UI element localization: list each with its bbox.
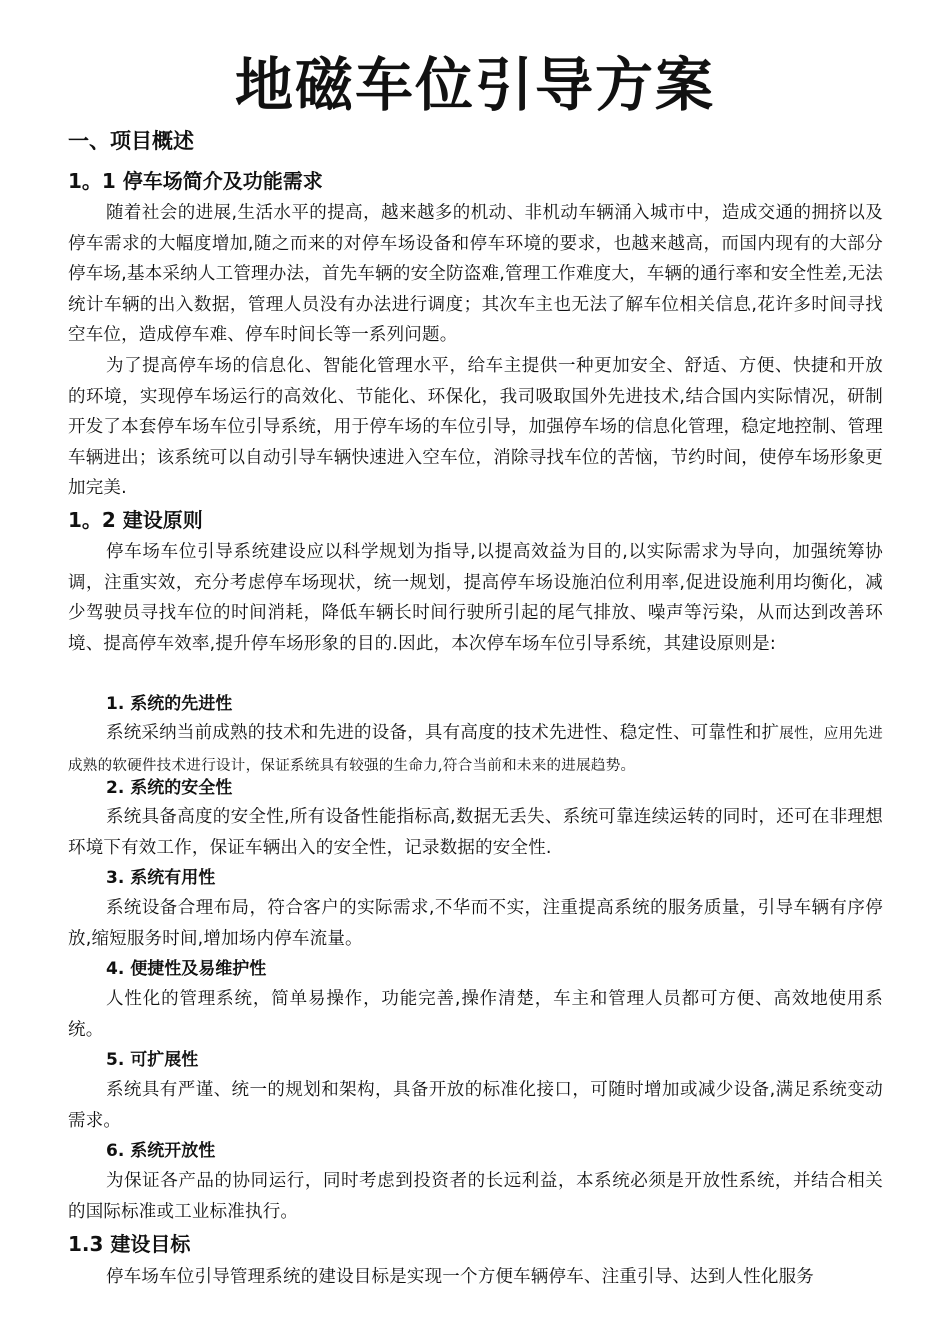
principle-heading-security: 2. 系统的安全性	[106, 778, 233, 798]
principle-text-advanced	[68, 718, 883, 781]
paragraph-goals: 停车场车位引导管理系统的建设目标是实现一个方便车辆停车、注重引导、达到人性化服务	[106, 1267, 814, 1287]
principle-text-openness: 为保证各产品的协同运行，同时考虑到投资者的长远利益，本系统必须是开放性系统，并结合相关的国际标准或工业标准执行。	[68, 1171, 883, 1222]
principle-heading-openness: 6. 系统开放性	[106, 1141, 216, 1161]
principle-heading-usefulness: 3. 系统有用性	[106, 868, 216, 888]
section-heading-overview: 一、项目概述	[68, 129, 194, 153]
principle-text-maintainability: 人性化的管理系统，简单易操作，功能完善,操作清楚，车主和管理人员都可方便、高效地使用系统。	[68, 989, 883, 1040]
subsection-heading-intro: 1。1 停车场简介及功能需求	[68, 169, 323, 193]
principle-text-usefulness: 系统设备合理布局，符合客户的实际需求,不华而不实，注重提高系统的服务质量，引导车辆有序停放,缩短服务时间,增加场内停车流量。	[68, 898, 883, 949]
paragraph-purpose: 为了提高停车场的信息化、智能化管理水平，给车主提供一种更加安全、舒适、方便、快捷和开放的环境，实现停车场运行的高效化、节能化、环保化，我司吸取国外先进技术,结合国内实际情况，研制开发了本套停车场车位引导系统，用于停车场的车位引导，加强停车场的信息化管理，稳定地控制、管理车辆进出；该系统可以自动引导车辆快速进入空车位，消除寻找车位的苦恼，节约时间，使停车场形象更加完美.	[68, 356, 883, 499]
principle-text-security: 系统具备高度的安全性,所有设备性能指标高,数据无丢失、系统可靠连续运转的同时，还可在非理想环境下有效工作，保证车辆出入的安全性，记录数据的安全性.	[68, 807, 883, 858]
principle-heading-maintainability: 4. 便捷性及易维护性	[106, 959, 267, 979]
principle-text-advanced-part1: 系统采纳当前成熟的技术和先进的设备，具有高度的技术先进性、稳定性、可靠性和扩	[106, 723, 780, 743]
principle-text-advanced-part2: 展性，应用先进成熟的软硬件技术进行设计，保证系统具有较强的生命力,符合当前和未来的进展趋势。	[68, 726, 883, 774]
subsection-heading-principles: 1。2 建设原则	[68, 508, 203, 532]
principle-text-extensibility: 系统具有严谨、统一的规划和架构，具备开放的标准化接口，可随时增加或减少设备,满足系统变动需求。	[68, 1080, 883, 1131]
principle-heading-advanced: 1. 系统的先进性	[106, 694, 233, 714]
principle-heading-extensibility: 5. 可扩展性	[106, 1050, 199, 1070]
document-title: 地磁车位引导方案	[234, 51, 715, 119]
paragraph-principles-intro: 停车场车位引导系统建设应以科学规划为指导,以提高效益为目的,以实际需求为导向，加强统筹协调，注重实效，充分考虑停车场现状，统一规划，提高停车场设施泊位利用率,促进设施利用均衡化，减少驾驶员寻找车位的时间消耗，降低车辆长时间行驶所引起的尾气排放、噪声等污染，从而达到改善环境、提高停车效率,提升停车场形象的目的.因此，本次停车场车位引导系统，其建设原则是:	[68, 542, 883, 654]
paragraph-background: 随着社会的进展,生活水平的提高，越来越多的机动、非机动车辆涌入城市中，造成交通的拥挤以及停车需求的大幅度增加,随之而来的对停车场设备和停车环境的要求，也越来越高，而国内现有的大部分停车场,基本采纳人工管理办法，首先车辆的安全防盗难,管理工作难度大，车辆的通行率和安全性差,无法统计车辆的出入数据，管理人员没有办法进行调度；其次车主也无法了解车位相关信息,花许多时间寻找空车位，造成停车难、停车时间长等一系列问题。	[68, 203, 883, 346]
subsection-heading-goals: 1.3 建设目标	[68, 1232, 191, 1256]
